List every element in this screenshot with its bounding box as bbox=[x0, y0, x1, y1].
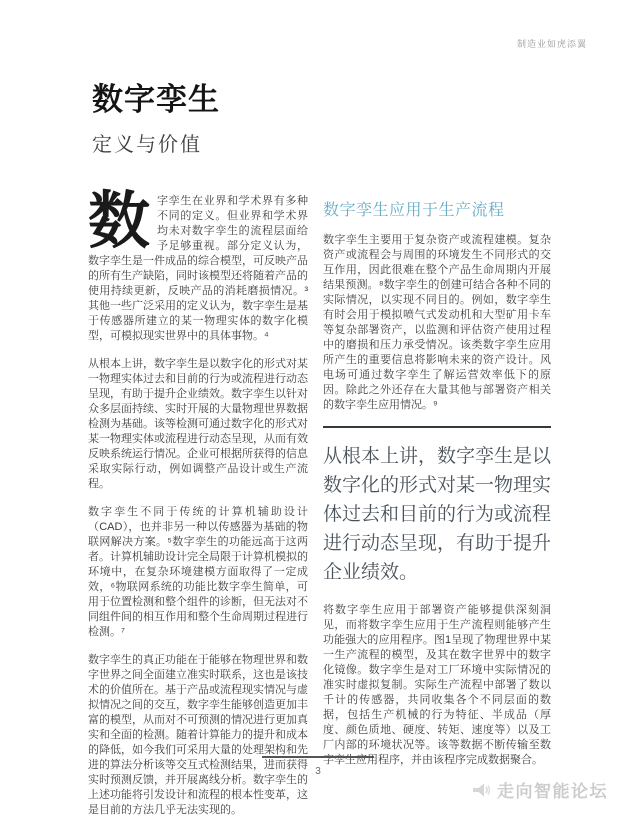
page-subtitle: 定义与价值 bbox=[92, 134, 202, 156]
pull-quote: 从根本上讲，数字孪生是以数字化的形式对某一物理实体过去和目前的行为或流程进行动态呈现，有助于提升企业绩效。 bbox=[323, 426, 551, 587]
drop-cap: 数 bbox=[88, 187, 151, 256]
left-column bbox=[88, 187, 308, 818]
title-block bbox=[92, 74, 220, 157]
watermark-logo bbox=[471, 777, 608, 802]
paragraph-factory-sensors: 将数字孪生应用于部署资产能够提供深刻洞见，而将数字孪生应用于生产流程则能够产生功能强大的应用程序。图1呈现了物理世界中某一生产流程的模型，及其在数字世界中的数字化镜像。数字孪生是对工厂环境中实际情况的准实时虚拟复制。实际生产流程中部署了数以千计的传感器，共同收集各个不同层面的数据，包括生产机械的行为特征、半成品（厚度、颜色质地、硬度、转矩、速度等）以及工厂内部的环境状况等。该等数据不断传输至数字孪生应用程序，并由该程序完成数据聚合。 bbox=[323, 604, 551, 766]
page-number: 3 bbox=[315, 766, 321, 777]
running-header: 制造业如虎添翼 bbox=[516, 39, 587, 49]
section-heading-production-process: 数字孪生应用于生产流程 bbox=[323, 202, 505, 219]
right-column bbox=[323, 194, 551, 818]
body-columns bbox=[88, 187, 552, 818]
paragraph-fundamentals: 从根本上讲，数字孪生是以数字化的形式对某一物理实体过去和目前的行为或流程进行动态呈现，有助于提升企业绩效。数字孪生以针对众多层面持续、实时开展的大量物理世界数据检测为基础。该等检测可通过数字化的形式对某一物理实体或流程进行动态呈现，从而有效反映系统运行情况。企业可根据所获得的信息采取实际行动，例如调整产品设计或生产流程。 bbox=[88, 358, 308, 490]
paragraph-definitions-text: 字孪生在业界和学术界有多种不同的定义。但业界和学术界均未对数字孪生的流程层面给予足够重视。部分定义认为，数字孪生是一件成品的综合模型，可反映产品的所有生产缺陷，同时该模型还将随着产品的使用持续更新，反映产品的消耗磨损情况。³其他一些广泛采用的定义认为，数字孪生是基于传感器所建立的某一物理实体的数字化模型，可模拟现实世界中的具体事物。⁴ bbox=[88, 195, 308, 342]
page-title: 数字孪生 bbox=[92, 82, 220, 117]
paragraph-complex-assets: 数字孪生主要用于复杂资产或流程建模。复杂资产或流程会与周围的环境发生不同形式的交互作用，因此很难在整个产品生命周期内开展结果预测。⁸数字孪生的创建可结合各种不同的实际情况，以实现不同目的。例如，数字孪生有时会用于模拟喷气式发动机和大型矿用卡车等复杂部署资产，以监测和评估资产使用过程中的磨损和压力承受情况。该类数字孪生应用所产生的重要信息将影响未来的资产设计。风电场可通过数字孪生了解运营效率低下的原因。除此之外还存在大量其他与部署资产相关的数字孪生应用情况。⁹ bbox=[323, 234, 551, 411]
paragraph-cad-iot-comparison: 数字孪生不同于传统的计算机辅助设计（CAD），也并非另一种以传感器为基础的物联网解决方案。⁵数字孪生的功能远高于这两者。计算机辅助设计完全局限于计算机模拟的环境中，在复杂环境建模方面取得了一定成效，⁶物联网系统的功能比数字孪生简单，可用于位置检测和整个组件的诊断，但无法对不同组件间的相互作用和整个生命周期过程进行检测。⁷ bbox=[88, 506, 308, 638]
paragraph-real-capability: 数字孪生的真正功能在于能够在物理世界和数字世界之间全面建立准实时联系，这也是该技术的价值所在。基于产品或流程现实情况与虚拟情况之间的交互，数字孪生能够创造更加丰富的模型，从而对不可预测的情况进行更加真实和全面的检测。随着计算能力的提升和成本的降低，如今我们可采用大量的处理架构和先进的算法分析该等交互式检测结果，进而获得实时预测反馈，并开展离线分析。数字孪生的上述功能将引发设计和流程的根本性变革，这是目前的方法几乎无法实现的。 bbox=[88, 654, 308, 816]
footer-divider bbox=[262, 756, 374, 758]
paragraph-definitions bbox=[88, 187, 308, 344]
watermark-text: 走向智能论坛 bbox=[497, 782, 608, 801]
megaphone-icon bbox=[471, 781, 491, 799]
